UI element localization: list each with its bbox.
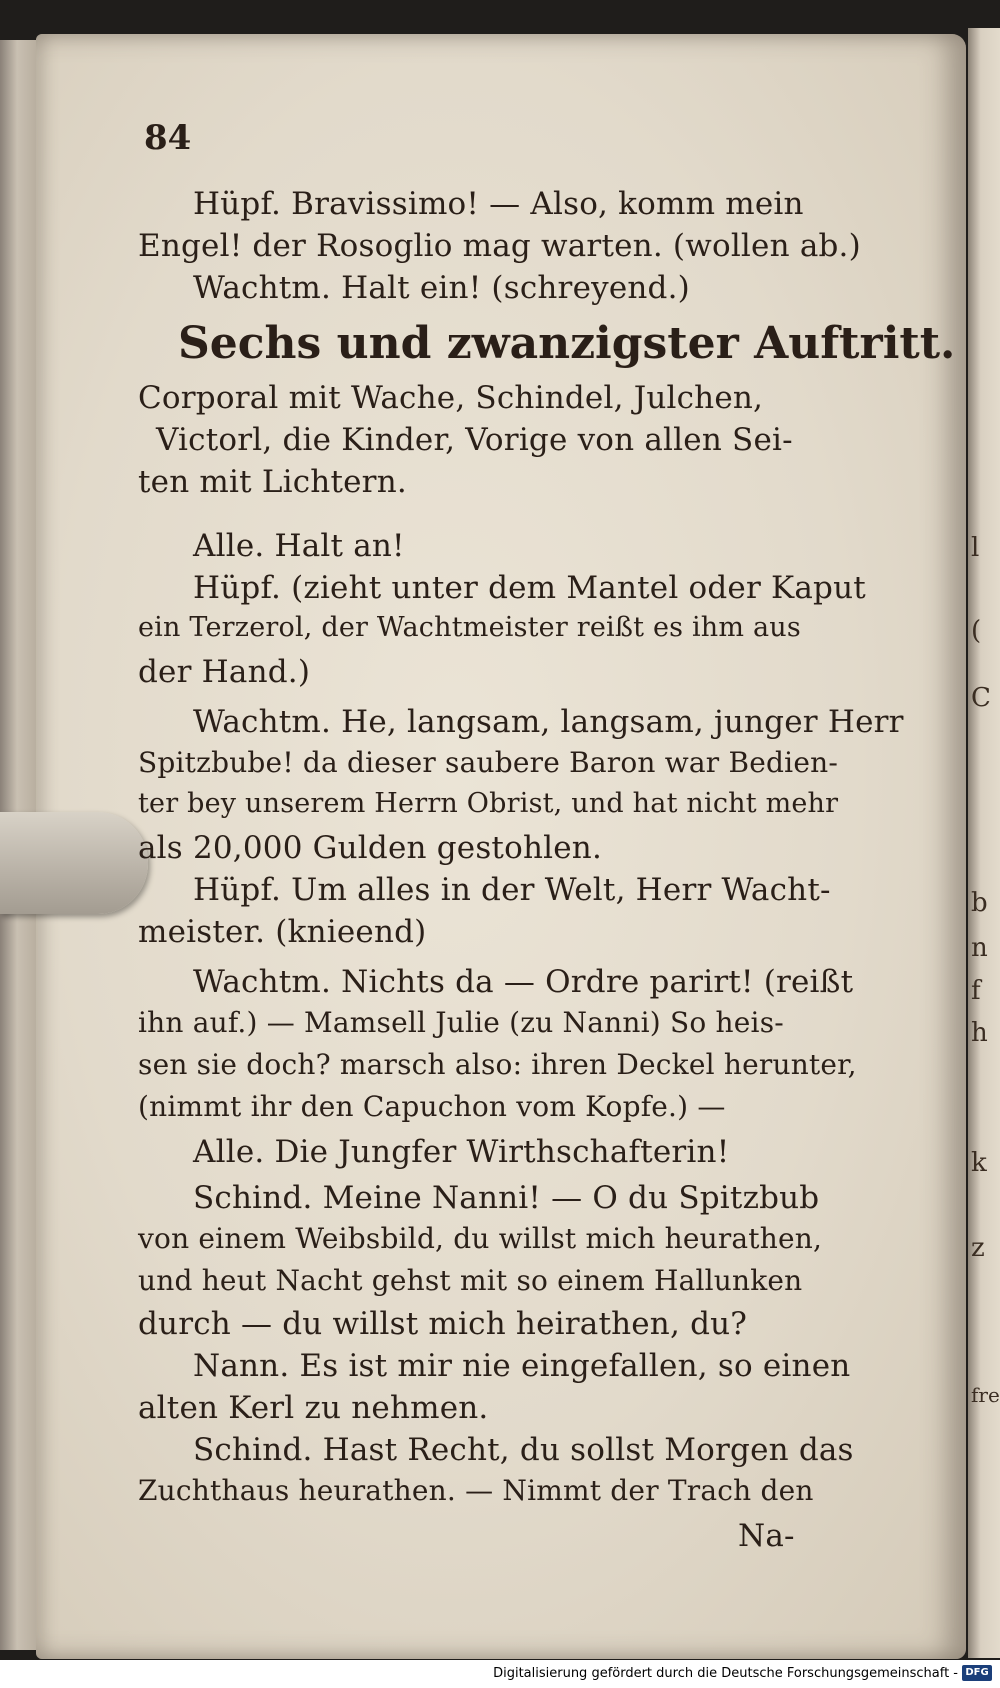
next-page-fragment: h <box>971 1018 988 1048</box>
text-line: Hüpf. (zieht unter dem Mantel oder Kaput <box>193 570 866 606</box>
text-line: durch — du willst mich heirathen, du? <box>138 1306 748 1342</box>
text-line: Spitzbube! da dieser saubere Baron war Bedien- <box>138 746 838 779</box>
next-page-fragment: fre <box>971 1383 1000 1407</box>
catchword: Na- <box>738 1518 795 1554</box>
next-page-fragment: l <box>971 533 980 563</box>
next-page-fragment: n <box>971 933 988 963</box>
digitization-footer <box>0 1660 1000 1688</box>
next-page-fragment: k <box>971 1148 987 1178</box>
next-page-strip <box>968 28 1000 1658</box>
next-page-fragment: z <box>971 1233 985 1263</box>
text-line: und heut Nacht gehst mit so einem Hallunken <box>138 1264 803 1297</box>
text-line: Wachtm. Halt ein! (schreyend.) <box>193 270 690 306</box>
text-line: Hüpf. Bravissimo! — Also, komm mein <box>193 186 804 222</box>
next-page-fragment: C <box>971 683 991 713</box>
text-line: (nimmt ihr den Capuchon vom Kopfe.) — <box>138 1090 726 1123</box>
text-line: sen sie doch? marsch also: ihren Deckel herunter, <box>138 1048 857 1081</box>
next-page-fragment: b <box>971 888 988 918</box>
page-number: 84 <box>144 118 192 158</box>
text-line: Schind. Hast Recht, du sollst Morgen das <box>193 1432 854 1468</box>
text-line: meister. (knieend) <box>138 914 427 950</box>
dfg-logo: DFG <box>962 1665 992 1681</box>
text-line: ten mit Lichtern. <box>138 464 407 500</box>
text-line: Wachtm. Nichts da — Ordre parirt! (reißt <box>193 964 854 1000</box>
text-line: Alle. Die Jungfer Wirthschafterin! <box>193 1134 730 1170</box>
text-line: Engel! der Rosoglio mag warten. (wollen ab.) <box>138 228 861 264</box>
text-line: ter bey unserem Herrn Obrist, und hat nicht mehr <box>138 788 839 819</box>
scene-heading: Sechs und zwanzigster Auftritt. <box>178 318 956 369</box>
text-line: Zuchthaus heurathen. — Nimmt der Trach den <box>138 1474 814 1507</box>
text-line: Schind. Meine Nanni! — O du Spitzbub <box>193 1180 820 1216</box>
text-line: von einem Weibsbild, du willst mich heurathen, <box>138 1222 823 1255</box>
text-line: alten Kerl zu nehmen. <box>138 1390 489 1426</box>
bookmark-tab <box>0 812 148 914</box>
text-line: als 20,000 Gulden gestohlen. <box>138 830 603 866</box>
text-line: Hüpf. Um alles in der Welt, Herr Wacht- <box>193 872 831 908</box>
text-line: Alle. Halt an! <box>193 528 405 564</box>
next-page-fragment: f <box>971 976 981 1006</box>
text-line: ein Terzerol, der Wachtmeister reißt es ihm aus <box>138 612 801 643</box>
text-line: Corporal mit Wache, Schindel, Julchen, <box>138 380 764 416</box>
text-line: Victorl, die Kinder, Vorige von allen Sei- <box>156 422 793 458</box>
footer-credit: Digitalisierung gefördert durch die Deutsche Forschungsgemeinschaft - <box>493 1666 958 1681</box>
text-line: Nann. Es ist mir nie eingefallen, so einen <box>193 1348 851 1384</box>
next-page-fragment: ( <box>971 616 982 646</box>
text-line: der Hand.) <box>138 654 311 690</box>
text-line: Wachtm. He, langsam, langsam, junger Herr <box>193 704 904 740</box>
text-line: ihn auf.) — Mamsell Julie (zu Nanni) So heis- <box>138 1006 784 1039</box>
